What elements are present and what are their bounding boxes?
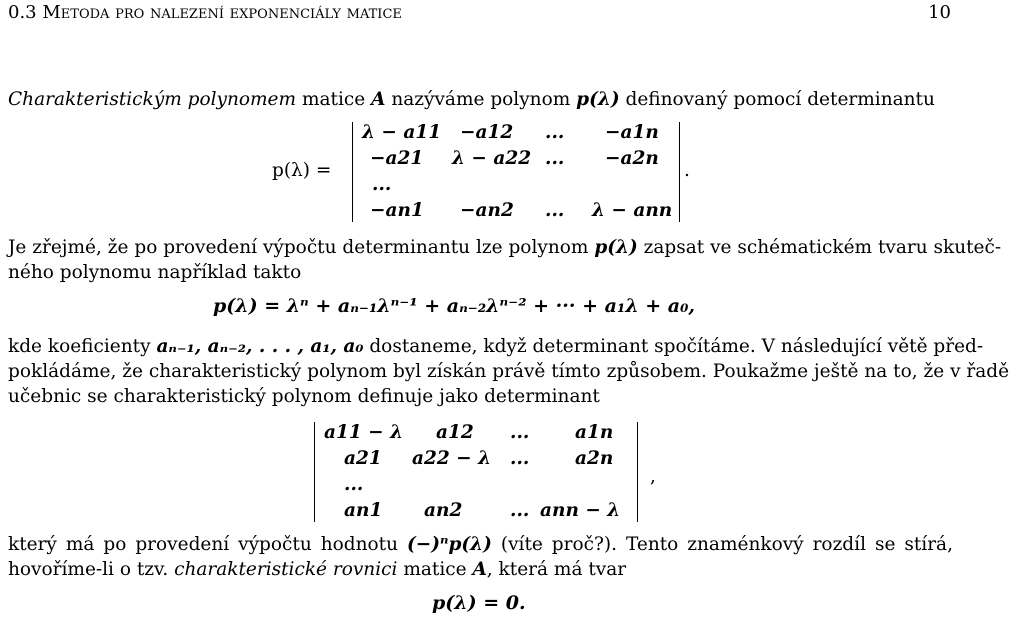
matrix-variable: A xyxy=(371,89,386,110)
det1-lhs: p(λ) = xyxy=(272,160,332,181)
page-header xyxy=(0,0,959,30)
intro-text-3: definovaný pomocí determinantu xyxy=(625,89,935,110)
determinant-2 xyxy=(0,418,959,528)
term-characteristic-polynomial: Charakteristickým polynomem xyxy=(8,89,297,110)
text-span: kde koeficienty xyxy=(8,336,151,357)
polynomial-equation: p(λ) = λⁿ + aₙ₋₁λⁿ⁻¹ + aₙ₋₂λⁿ⁻² + ··· + a₁λ + a₀, xyxy=(213,295,696,317)
det2-cell: an2 xyxy=(424,500,463,521)
det1-cell: λ − a11 xyxy=(362,122,442,143)
det1-cell: −an2 xyxy=(460,200,514,221)
text-span: který má po provedení výpočtu hodnotu xyxy=(8,534,399,555)
det1-cell: ... xyxy=(545,122,565,143)
section-title: 0.3 Metoda pro nalezení exponenciály matice xyxy=(8,2,402,23)
det2-cell: ... xyxy=(510,422,530,443)
text-span: (víte proč?). Tento znaménkový rozdíl se stírá, xyxy=(500,534,953,555)
determinant-1 xyxy=(0,118,959,228)
paragraph-2-line-2: ného polynomu například takto xyxy=(8,262,302,283)
paragraph-3 xyxy=(8,334,1009,409)
det2-cell: a11 − λ xyxy=(324,422,404,443)
paragraph-4 xyxy=(8,532,953,582)
intro-text-2: nazýváme polynom xyxy=(391,89,571,110)
det2-cell: ... xyxy=(344,474,364,495)
det1-cell: −a12 xyxy=(460,122,514,143)
polynomial-symbol: p(λ) xyxy=(594,237,638,258)
det2-cell: a2n xyxy=(575,448,614,469)
det1-cell: ... xyxy=(545,148,565,169)
det1-cell: λ − ann xyxy=(592,200,673,221)
det2-cell: a1n xyxy=(575,422,614,443)
det2-cell: a12 xyxy=(436,422,474,443)
sign-expression: (−)ⁿp(λ) xyxy=(406,534,492,555)
text-span: , která má tvar xyxy=(486,559,627,580)
det2-cell: ann − λ xyxy=(540,500,621,521)
det2-cell: a22 − λ xyxy=(412,448,492,469)
page-number: 10 xyxy=(928,2,951,23)
paragraph-2 xyxy=(8,235,1002,285)
det1-cell: −a1n xyxy=(605,122,659,143)
intro-paragraph xyxy=(8,87,953,112)
matrix-variable: A xyxy=(472,559,487,580)
det1-cell: ... xyxy=(545,200,565,221)
text-span: matice xyxy=(403,559,467,580)
paragraph-2-line-1 xyxy=(8,235,1002,260)
paragraph-4-line-1 xyxy=(8,532,953,557)
paragraph-3-line-1 xyxy=(8,334,984,359)
intro-text: matice xyxy=(301,89,366,110)
det1-cell: ... xyxy=(372,174,392,195)
det2-cell: a21 xyxy=(344,448,382,469)
paragraph-3-line-3: učebnic se charakteristický polynom definuje jako determinant xyxy=(8,386,600,407)
characteristic-equation: p(λ) = 0. xyxy=(432,592,526,614)
det2-punct: , xyxy=(650,466,656,487)
det1-cell: −a2n xyxy=(605,148,659,169)
det2-cell: ... xyxy=(510,448,530,469)
text-span: hovoříme-li o tzv. xyxy=(8,559,169,580)
det1-cell: −a21 xyxy=(370,148,424,169)
det1-cell: λ − a22 xyxy=(452,148,532,169)
paragraph-4-line-2 xyxy=(8,557,953,582)
det2-cell: ... xyxy=(510,500,530,521)
det2-cell: an1 xyxy=(344,500,383,521)
det1-cell: −an1 xyxy=(370,200,424,221)
text-span: dostaneme, když determinant spočítáme. V následující větě před- xyxy=(369,336,984,357)
det1-punct: . xyxy=(684,160,690,181)
text-span: Je zřejmé, že po provedení výpočtu determinantu lze polynom xyxy=(8,237,589,258)
paragraph-3-line-2: pokládáme, že charakteristický polynom byl získán právě tímto způsobem. Poukažme ještě na to, že v řadě xyxy=(8,361,1009,382)
polynomial-symbol: p(λ) xyxy=(576,89,620,110)
term-characteristic-equation: charakteristické rovnici xyxy=(174,559,398,580)
coefficients: aₙ₋₁, aₙ₋₂, . . . , a₁, a₀ xyxy=(156,336,364,357)
text-span: zapsat ve schématickém tvaru skuteč- xyxy=(643,237,1002,258)
